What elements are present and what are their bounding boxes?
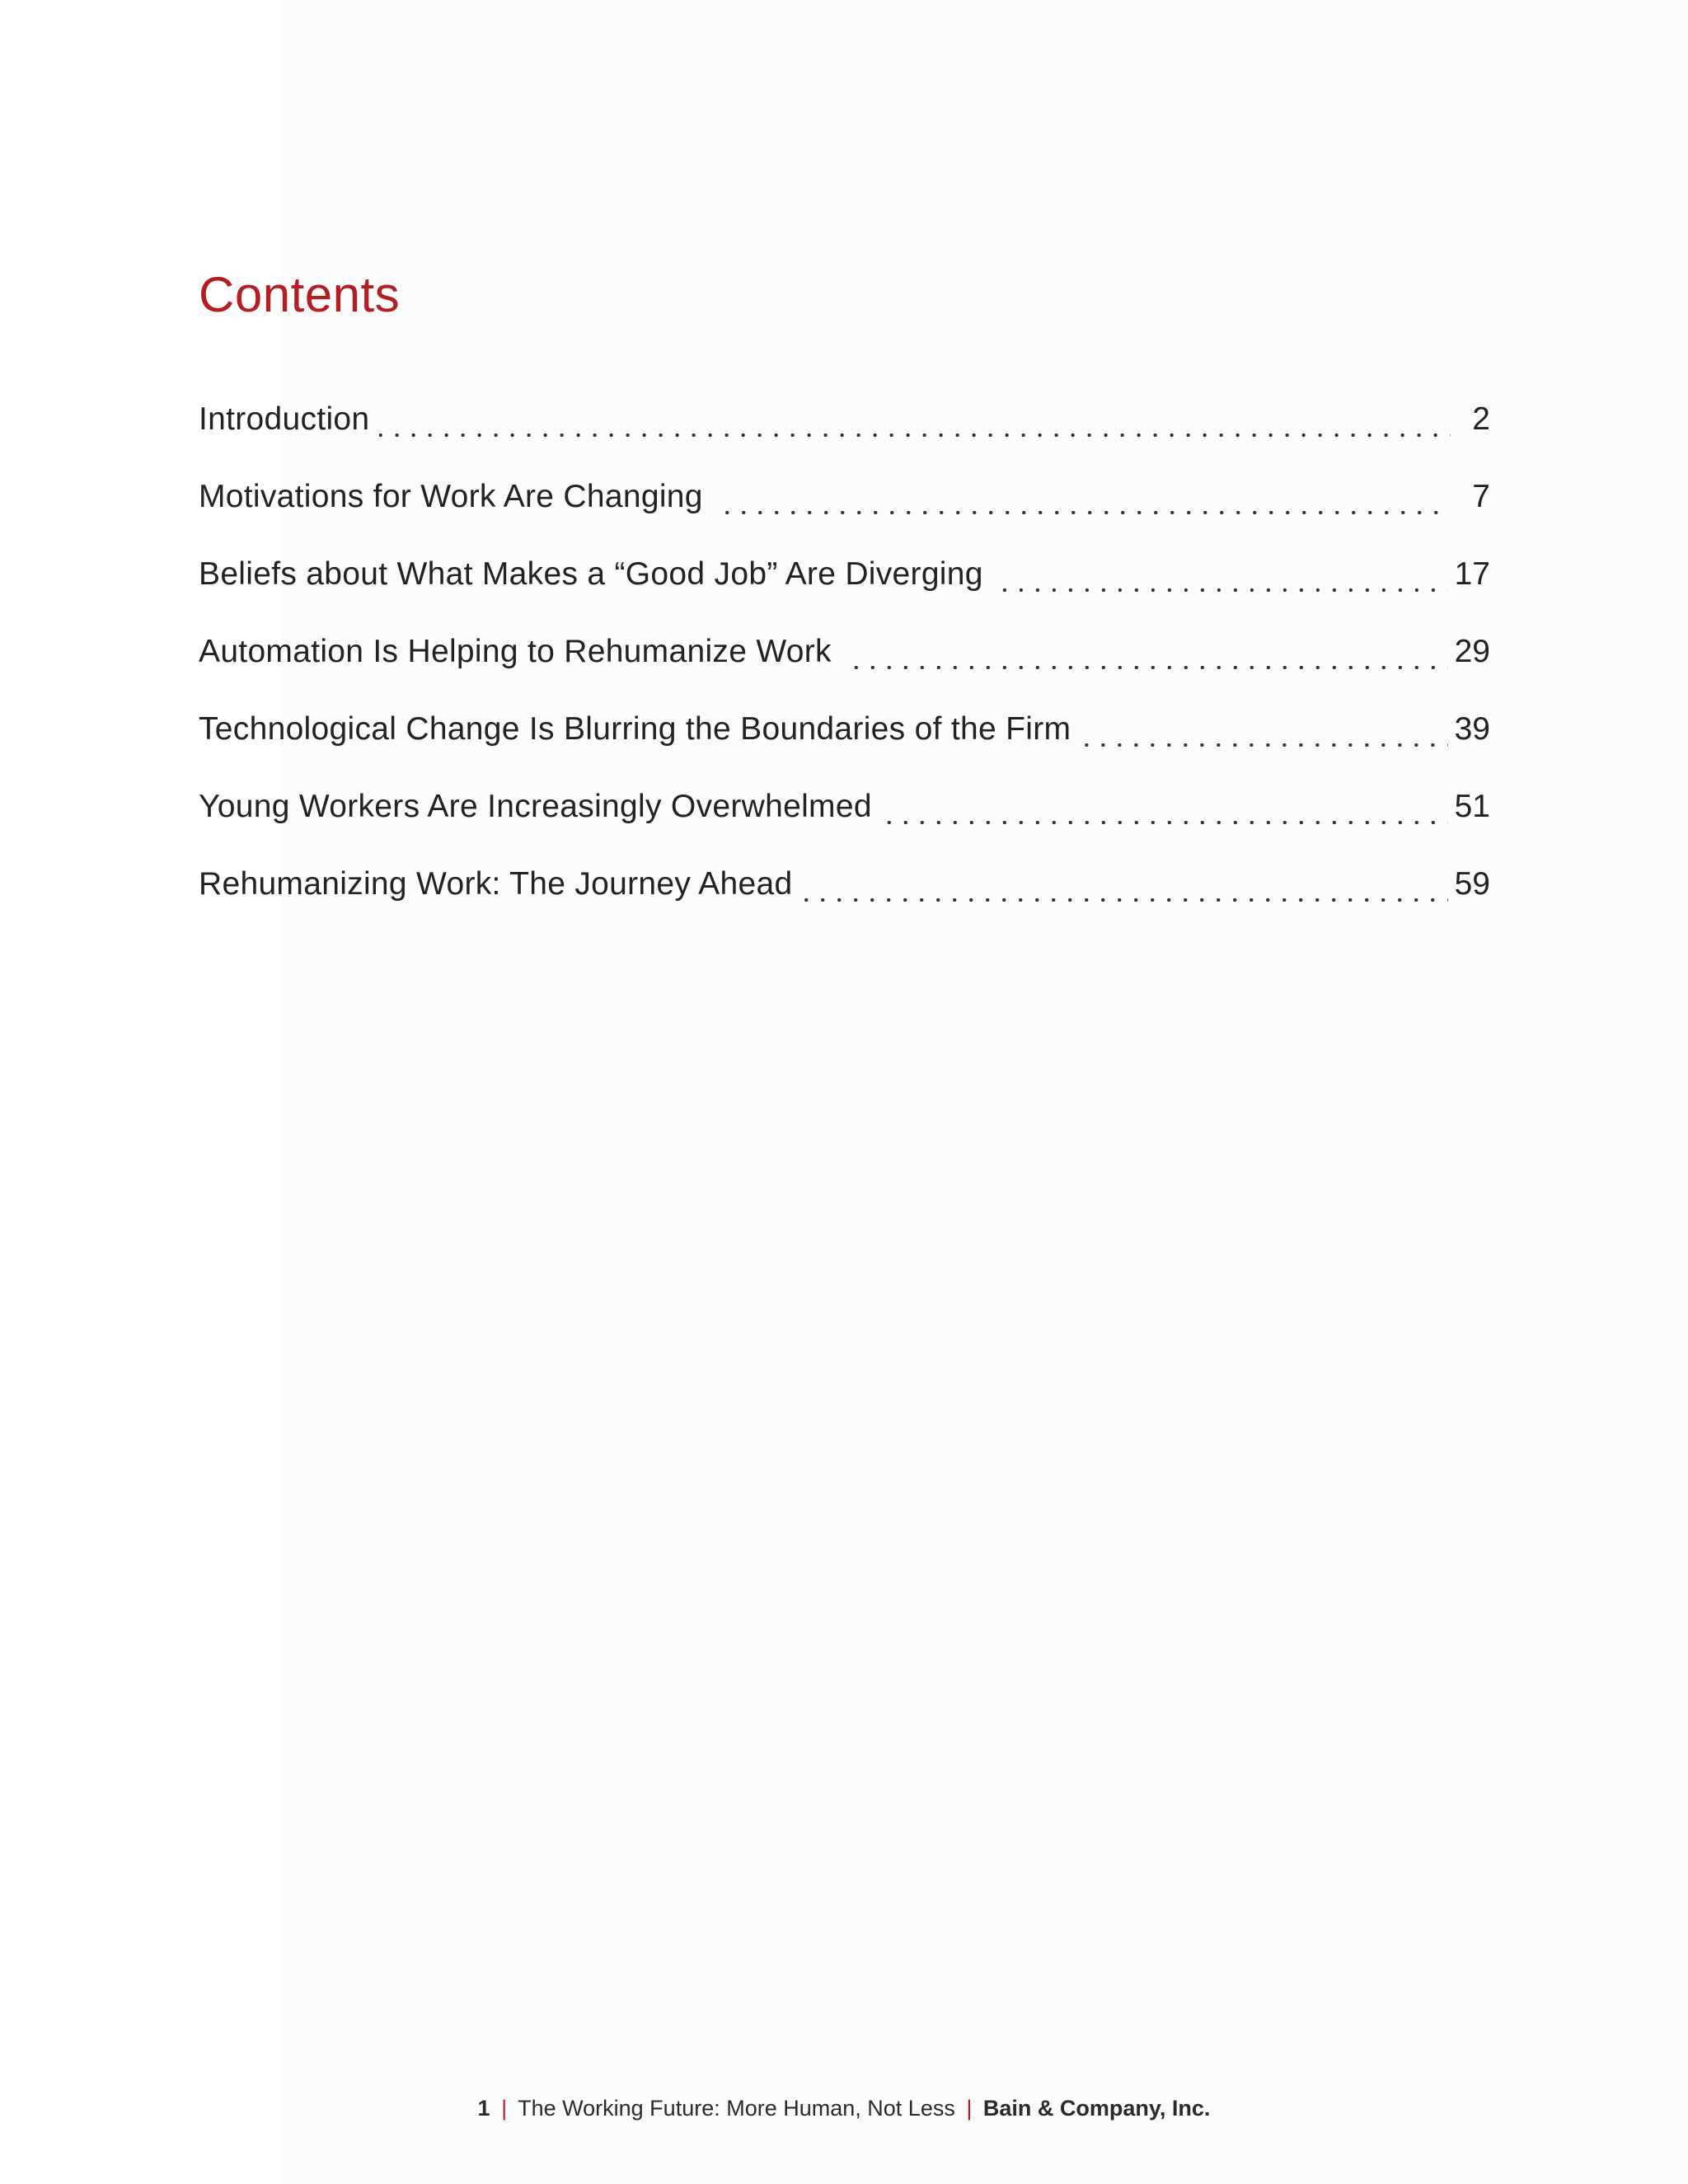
footer-report-title: The Working Future: More Human, Not Less [518, 2096, 955, 2121]
toc-entry[interactable] [199, 546, 1490, 623]
toc-entry-page-number: 59 [1454, 866, 1490, 902]
dot-leader [838, 623, 1448, 681]
footer-separator: | [501, 2096, 508, 2121]
toc-entry-title: Beliefs about What Makes a “Good Job” Are Diverging [199, 556, 983, 592]
toc-entry-page-number: 51 [1454, 789, 1490, 824]
page-footer [0, 2092, 1688, 2125]
toc-entry-page-number: 17 [1454, 556, 1490, 592]
toc-entry[interactable] [199, 468, 1490, 546]
table-of-contents [199, 391, 1490, 933]
toc-entry[interactable] [199, 391, 1490, 468]
toc-entry[interactable] [199, 623, 1490, 701]
toc-entry-page-number: 29 [1454, 634, 1490, 669]
footer-company-name: Bain & Company, Inc. [982, 2096, 1211, 2121]
toc-entry-page-number: 2 [1472, 401, 1490, 437]
toc-entry-page-number: 7 [1472, 479, 1490, 514]
toc-entry[interactable] [199, 778, 1490, 855]
dot-leader [990, 546, 1448, 603]
footer-page-number: 1 [477, 2096, 490, 2121]
dot-leader [710, 468, 1451, 526]
dot-leader [879, 778, 1448, 836]
dot-leader [799, 855, 1447, 913]
toc-entry-title: Young Workers Are Increasingly Overwhelmed [199, 789, 872, 824]
toc-entry-title: Rehumanizing Work: The Journey Ahead [199, 866, 793, 902]
dot-leader [1077, 701, 1447, 758]
toc-entry[interactable] [199, 855, 1490, 933]
toc-entry-title: Technological Change Is Blurring the Boundaries of the Firm [199, 711, 1071, 747]
toc-entry-title: Motivations for Work Are Changing [199, 479, 703, 514]
toc-entry-title: Automation Is Helping to Rehumanize Work [199, 634, 832, 669]
dot-leader [376, 391, 1451, 448]
contents-heading: Contents [199, 267, 401, 322]
footer-separator: | [966, 2096, 973, 2121]
toc-entry-title: Introduction [199, 401, 370, 437]
page-background-shade [280, 0, 1688, 2184]
toc-entry-page-number: 39 [1454, 711, 1490, 747]
toc-entry[interactable] [199, 701, 1490, 778]
